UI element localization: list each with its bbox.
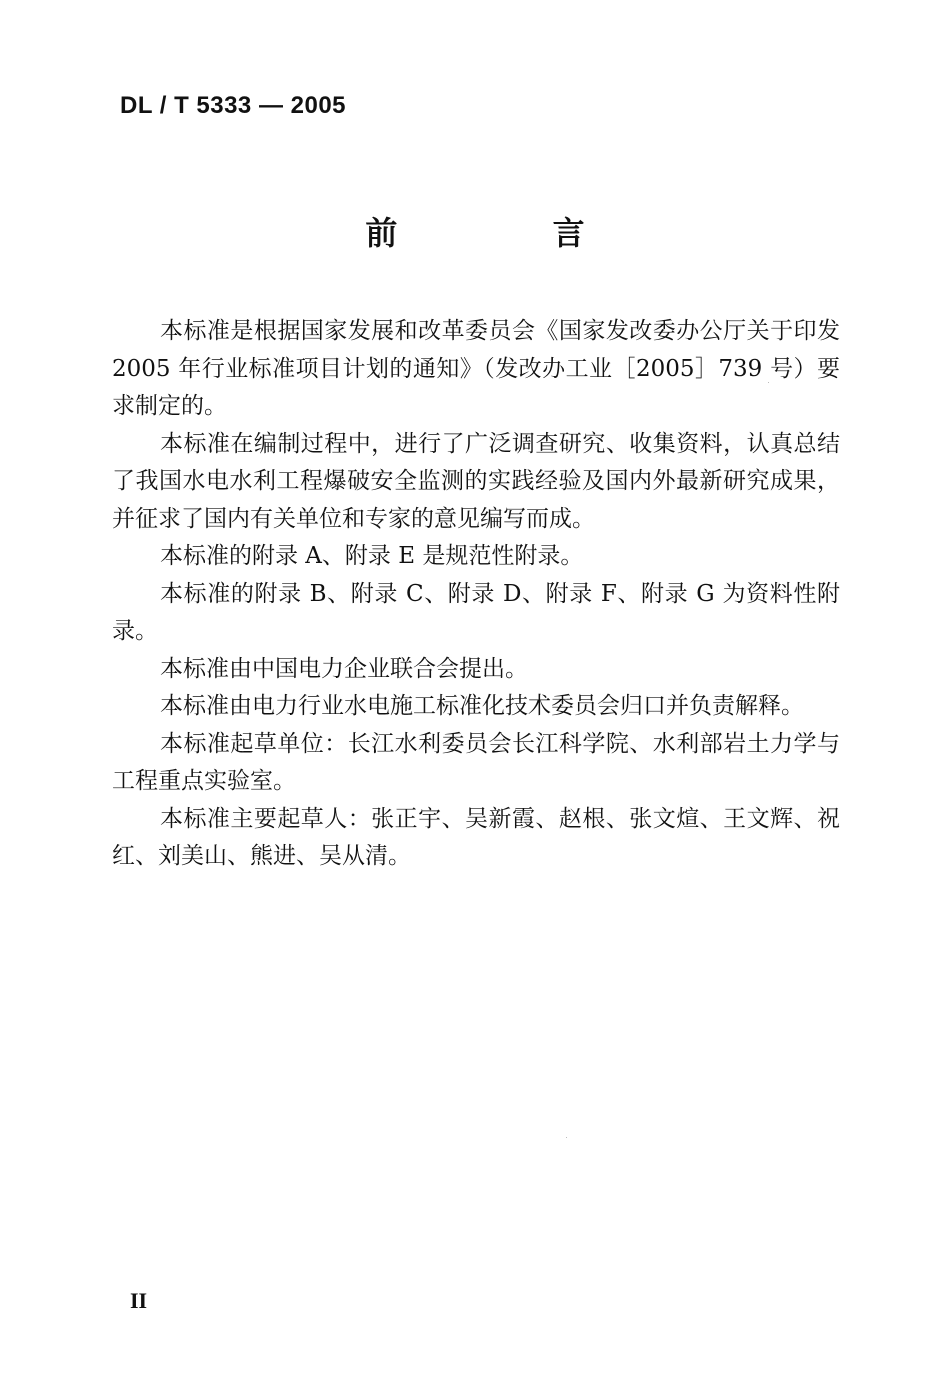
paragraph-informative-annex: 本标准的附录 B、附录 C、附录 D、附录 F、附录 G 为资料性附录。 bbox=[112, 580, 840, 644]
foreword-body bbox=[112, 313, 840, 876]
paragraph-normative-annex: 本标准的附录 A、附录 E 是规范性附录。 bbox=[160, 543, 584, 569]
page-number: II bbox=[130, 1288, 148, 1313]
paragraph-drafters: 本标准主要起草人：张正宇、吴新霞、赵根、张文煊、王文辉、祝红、刘美山、熊进、吴从清。 bbox=[112, 805, 840, 869]
scan-speck bbox=[566, 1137, 567, 1138]
paragraph-drafting-units: 本标准起草单位：长江水利委员会长江科学院、水利部岩土力学与工程重点实验室。 bbox=[112, 730, 840, 794]
standard-code: DL / T 5333 — 2005 bbox=[120, 92, 347, 119]
page-title: 前 言 bbox=[365, 214, 657, 252]
paragraph-basis: 本标准是根据国家发展和改革委员会《国家发改委办公厅关于印发 2005 年行业标准项目计划的通知》（发改办工业［2005］739 号）要求制定的。 bbox=[112, 318, 840, 419]
paragraph-proposer: 本标准由中国电力企业联合会提出。 bbox=[160, 655, 528, 682]
paragraph-administration: 本标准由电力行业水电施工标准化技术委员会归口并负责解释。 bbox=[160, 693, 804, 719]
paragraph-process: 本标准在编制过程中，进行了广泛调查研究、收集资料，认真总结了我国水电水利工程爆破安全监测的实践经验及国内外最新研究成果，并征求了国内有关单位和专家的意见编写而成。 bbox=[112, 430, 840, 532]
scan-speck bbox=[768, 382, 769, 383]
